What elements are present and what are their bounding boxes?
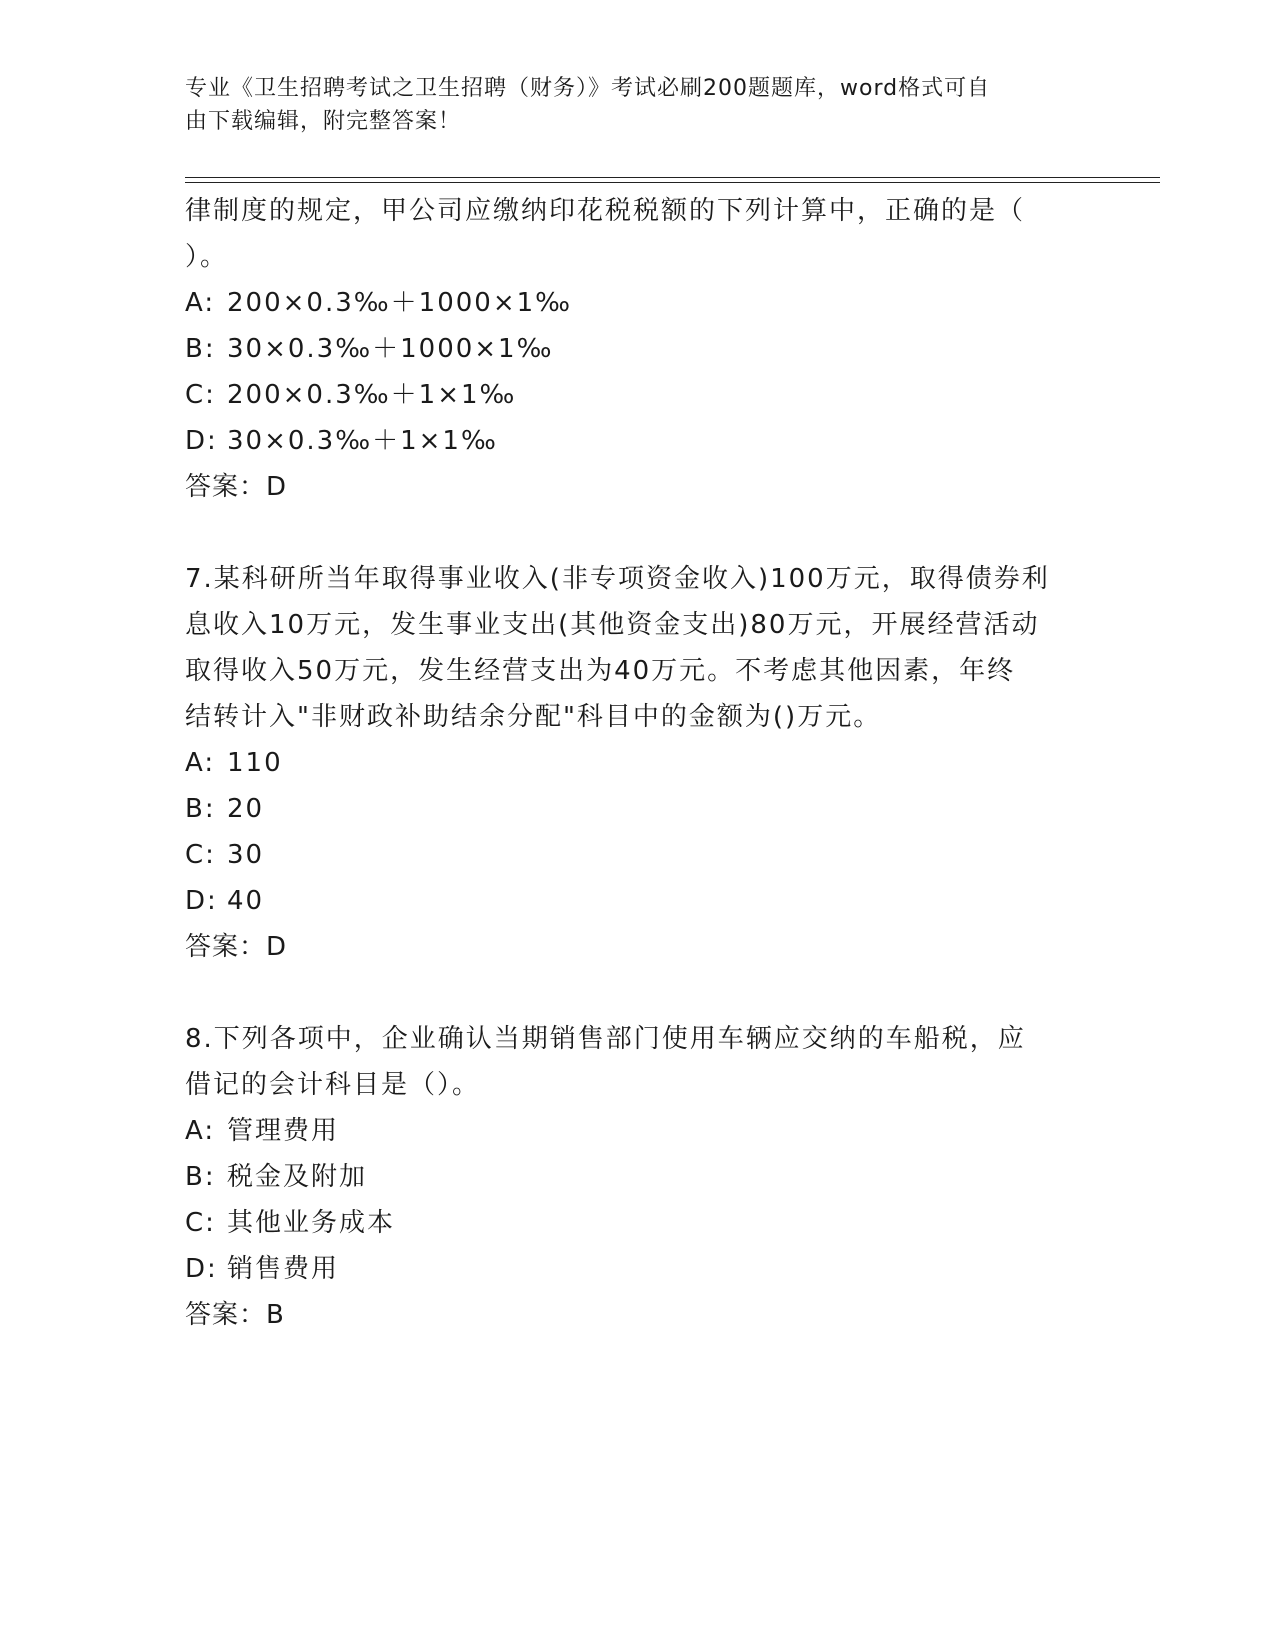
option-b [185, 1154, 1165, 1200]
option-text: 30×0.3‰＋1000×1‰ [227, 334, 554, 364]
question-stem-line: 借记的会计科目是（）。 [185, 1070, 481, 1100]
question-stem-line: 律制度的规定，甲公司应缴纳印花税税额的下列计算中，正确的是（ [185, 196, 1026, 226]
option-a [185, 1108, 1165, 1154]
option-key: A: [185, 1116, 216, 1146]
option-key: D: [185, 426, 218, 456]
header-line-1: 专业《卫生招聘考试之卫生招聘（财务）》考试必刷200题题库，word格式可自 [185, 76, 991, 101]
option-text: 税金及附加 [227, 1162, 368, 1192]
option-d [185, 418, 1165, 464]
option-key: D: [185, 1254, 218, 1284]
option-text: 其他业务成本 [227, 1208, 396, 1238]
answer-line: 答案：D [185, 932, 288, 962]
question-list [185, 188, 1165, 1338]
option-c [185, 832, 1165, 878]
option-a [185, 740, 1165, 786]
option-key: C: [185, 840, 216, 870]
option-text: 200×0.3‰＋1×1‰ [227, 380, 517, 410]
option-d [185, 1246, 1165, 1292]
option-key: A: [185, 288, 216, 318]
option-text: 30 [227, 840, 265, 870]
question-stem-line: 息收入10万元，发生事业支出(其他资金支出)80万元，开展经营活动 [185, 610, 1040, 640]
question-7 [185, 556, 1165, 970]
option-text: 20 [227, 794, 265, 824]
question-stem-line: 取得收入50万元，发生经营支出为40万元。不考虑其他因素，年终 [185, 656, 1016, 686]
option-text: 110 [227, 748, 283, 778]
question-6 [185, 188, 1165, 510]
option-key: C: [185, 1208, 216, 1238]
option-text: 40 [227, 886, 265, 916]
question-stem-line: 结转计入"非财政补助结余分配"科目中的金额为()万元。 [185, 702, 882, 732]
option-text: 销售费用 [227, 1254, 340, 1284]
question-8 [185, 1016, 1165, 1338]
option-b [185, 786, 1165, 832]
header-divider-bottom [185, 182, 1160, 183]
option-key: B: [185, 334, 216, 364]
option-key: C: [185, 380, 216, 410]
header-line-2: 由下载编辑，附完整答案！ [185, 109, 462, 134]
question-stem-line: 8.下列各项中，企业确认当期销售部门使用车辆应交纳的车船税，应 [185, 1024, 1026, 1054]
document-header [185, 72, 1085, 138]
option-c [185, 1200, 1165, 1246]
answer-line: 答案：D [185, 472, 288, 502]
option-key: D: [185, 886, 218, 916]
option-text: 30×0.3‰＋1×1‰ [227, 426, 498, 456]
question-stem-line: ）。 [185, 242, 229, 272]
spacer [185, 510, 1165, 556]
option-b [185, 326, 1165, 372]
option-key: B: [185, 794, 216, 824]
answer-line: 答案：B [185, 1300, 285, 1330]
option-c [185, 372, 1165, 418]
spacer [185, 970, 1165, 1016]
option-key: A: [185, 748, 216, 778]
question-stem-line: 7.某科研所当年取得事业收入(非专项资金收入)100万元，取得债券利 [185, 564, 1050, 594]
header-divider-top [185, 177, 1160, 178]
option-text: 200×0.3‰＋1000×1‰ [227, 288, 573, 318]
option-d [185, 878, 1165, 924]
option-key: B: [185, 1162, 216, 1192]
option-text: 管理费用 [227, 1116, 340, 1146]
option-a [185, 280, 1165, 326]
